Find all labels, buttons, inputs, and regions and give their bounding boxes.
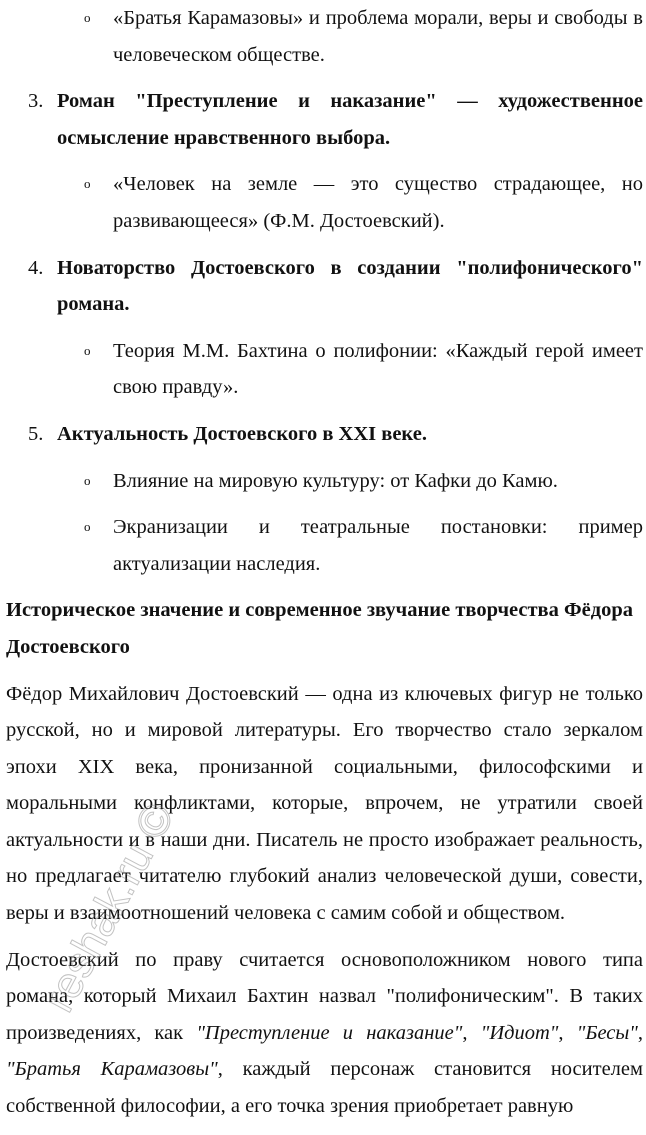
item-text: Теория М.М. Бахтина о полифонии: «Каждый герой имеет свою правду». [113, 339, 643, 399]
item-text: Актуальность Достоевского в XXI веке. [57, 422, 427, 445]
sub-bullet-item [6, 333, 643, 406]
item-text: Влияние на мировую культуру: от Кафки до Камю. [113, 469, 558, 492]
sub-bullet-item [6, 166, 643, 239]
work-title: "Бесы" [576, 1021, 638, 1044]
section-heading: Историческое значение и современное звучание творчества Фёдора Достоевского [6, 599, 633, 658]
text-run: Достоевский по праву считается основоположником нового типа романа, который Михаил Бахтин назвал "полифоническим". В таких произведениях, как [6, 948, 643, 1044]
paragraph-1: Фёдор Михайлович Достоевский — одна из ключевых фигур не только русской, но и мировой литературы. Его творчество стало зеркалом эпохи XIX века, пронизанной социальными, философскими и моральными конфликтами, которые, впрочем, не утратили своей актуальности и в наши дни. Писатель не просто изображает реальность, но предлагает читателю глубокий анализ человеческой души, совести, веры и взаимоотношений человека с самим собой и обществом. [6, 682, 643, 925]
sub-bullet-item [6, 0, 643, 73]
text-run: , [558, 1021, 577, 1044]
outline-list [6, 0, 643, 582]
paragraph-2 [6, 942, 643, 1125]
item-text: Экранизации и театральные постановки: пример актуализации наследия. [113, 516, 643, 575]
work-title: "Преступление и наказание" [196, 1021, 463, 1044]
item-text: «Человек на земле — это существо страдающее, но развивающееся» (Ф.М. Достоевский). [113, 173, 643, 232]
bullet-icon: o [84, 176, 91, 192]
bullet-icon: o [84, 472, 91, 488]
sub-bullet-item [6, 463, 643, 500]
numbered-item [6, 416, 643, 453]
item-number: 3. [28, 90, 44, 113]
item-text: Роман "Преступление и наказание" — художественное осмысление нравственного выбора. [57, 90, 643, 149]
item-text: Новаторство Достоевского в создании "полифонического" романа. [57, 256, 643, 316]
work-title: "Идиот" [480, 1021, 559, 1044]
work-title: "Братья Карамазовы" [6, 1058, 218, 1081]
watermark: reshak.ru © [33, 795, 185, 1020]
text-run: , [462, 1021, 481, 1044]
bullet-icon: o [84, 519, 91, 535]
bullet-icon: o [84, 342, 91, 358]
item-number: 4. [28, 256, 44, 279]
bullet-icon: o [84, 10, 91, 25]
document-page [6, 0, 643, 1135]
numbered-item [6, 250, 643, 323]
text-run: , каждый персонаж становится носителем собственной философии, а его точка зрения приобретает равную [6, 1058, 643, 1118]
numbered-item [6, 83, 643, 156]
text-run: , [637, 1021, 643, 1044]
item-number: 5. [28, 422, 44, 445]
item-text: «Братья Карамазовы» и проблема морали, веры и свободы в человеческом обществе. [113, 7, 643, 66]
sub-bullet-item [6, 509, 643, 582]
